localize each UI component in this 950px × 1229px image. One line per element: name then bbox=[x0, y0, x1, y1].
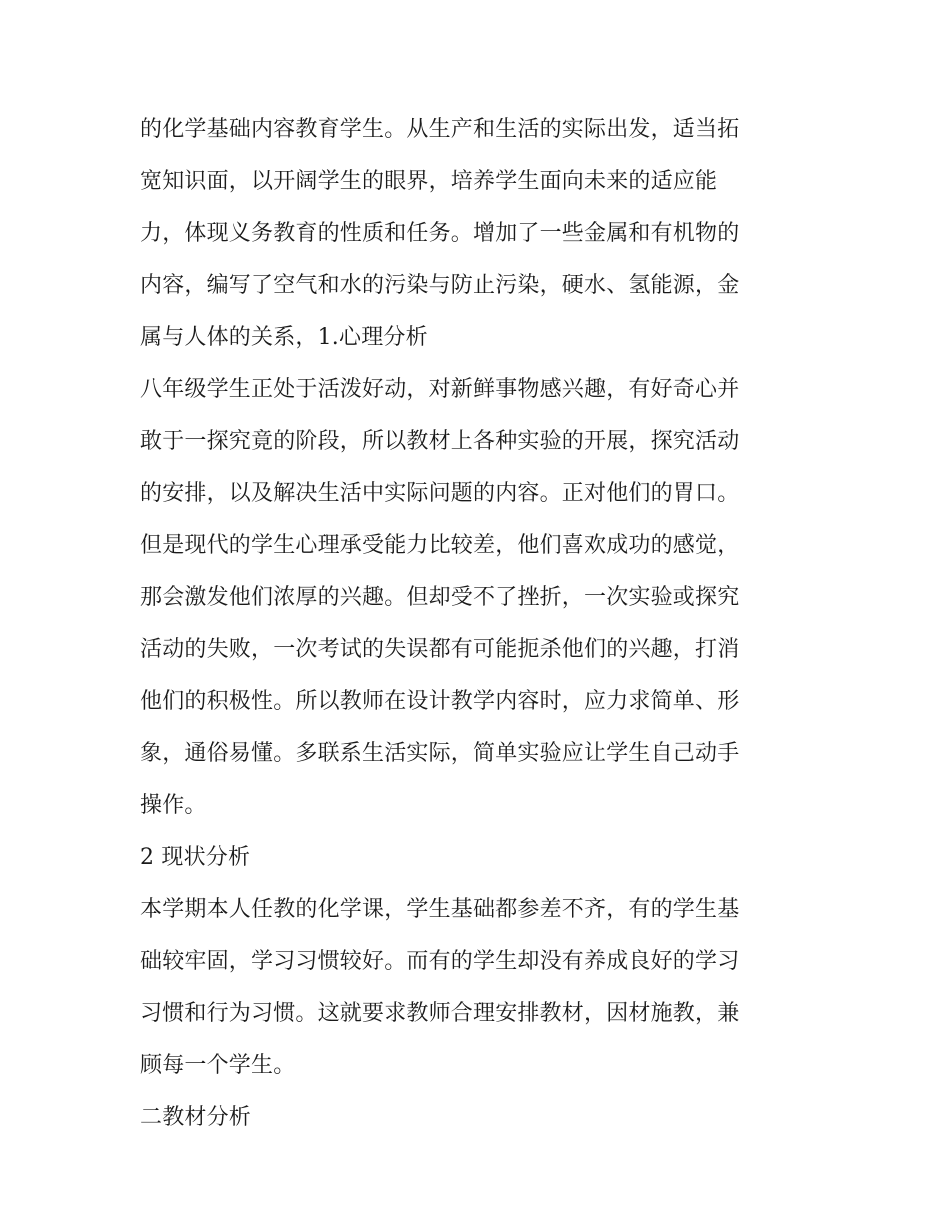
text-line: 力，体现义务教育的性质和任务。增加了一些金属和有机物的 bbox=[140, 221, 740, 246]
text-line: 本学期本人任教的化学课，学生基础都参差不齐，有的学生基 bbox=[140, 897, 740, 922]
text-line: 象，通俗易懂。多联系生活实际，简单实验应让学生自己动手 bbox=[140, 741, 740, 766]
text-line: 八年级学生正处于活泼好动，对新鲜事物感兴趣，有好奇心并 bbox=[140, 377, 740, 402]
text-line: 的安排，以及解决生活中实际问题的内容。正对他们的胃口。 bbox=[140, 481, 740, 506]
text-line: 活动的失败，一次考试的失误都有可能扼杀他们的兴趣，打消 bbox=[140, 637, 740, 662]
text-line: 操作。 bbox=[140, 793, 207, 818]
text-line: 习惯和行为习惯。这就要求教师合理安排教材，因材施教，兼 bbox=[140, 1001, 740, 1026]
section-heading: 2 现状分析 bbox=[140, 845, 251, 870]
text-line: 敢于一探究竟的阶段，所以教材上各种实验的开展，探究活动 bbox=[140, 429, 740, 454]
text-line: 宽知识面，以开阔学生的眼界，培养学生面向未来的适应能 bbox=[140, 169, 718, 194]
text-line: 但是现代的学生心理承受能力比较差，他们喜欢成功的感觉， bbox=[140, 533, 740, 558]
text-line: 属与人体的关系，1.心理分析 bbox=[140, 325, 428, 350]
text-line: 那会激发他们浓厚的兴趣。但却受不了挫折，一次实验或探究 bbox=[140, 585, 740, 610]
text-line: 顾每一个学生。 bbox=[140, 1053, 296, 1078]
text-line: 的化学基础内容教育学生。从生产和生活的实际出发，适当拓 bbox=[140, 117, 740, 142]
text-line: 内容，编写了空气和水的污染与防止污染，硬水、氢能源，金 bbox=[140, 273, 740, 298]
section-heading: 二教材分析 bbox=[140, 1105, 252, 1130]
text-line: 础较牢固，学习习惯较好。而有的学生却没有养成良好的学习 bbox=[140, 949, 740, 974]
document-body bbox=[140, 104, 815, 1144]
text-line: 他们的积极性。所以教师在设计教学内容时，应力求简单、形 bbox=[140, 689, 740, 714]
